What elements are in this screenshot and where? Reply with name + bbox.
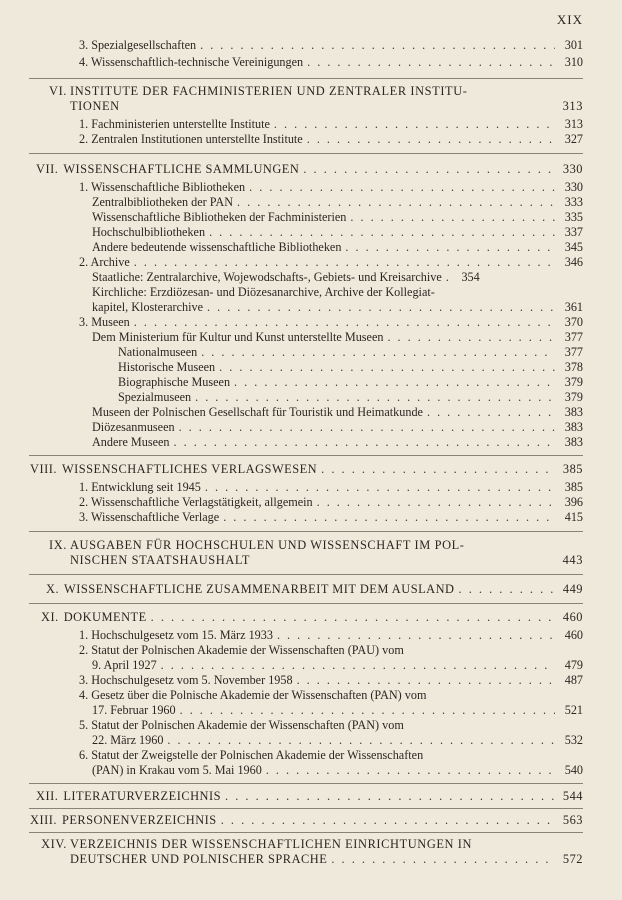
leader-dots xyxy=(266,763,555,778)
leader-dots xyxy=(331,852,555,867)
leader-dots xyxy=(387,330,555,345)
toc-entry xyxy=(118,360,583,375)
chapter-title: DOKUMENTE xyxy=(63,610,147,624)
toc-entry-title: (PAN) in Krakau vom 5. Mai 1960 xyxy=(92,763,262,777)
toc-entry-title: Nationalmuseen xyxy=(118,345,198,359)
toc-entry xyxy=(79,673,583,688)
toc-entry-title: 1. Fachministerien unterstellte Institute xyxy=(79,117,270,131)
leader-dots xyxy=(209,225,555,240)
chapter-page: 449 xyxy=(562,582,583,596)
toc-entry-title: 1. Wissenschaftliche Bibliotheken xyxy=(79,180,246,194)
toc-entry-page: 313 xyxy=(564,117,583,131)
chapter-page: 330 xyxy=(562,162,583,176)
chapter-heading-x xyxy=(46,582,583,597)
chapter-title-line1: VERZEICHNIS DER WISSENSCHAFTLICHEN EINRICHTUNGEN IN xyxy=(70,837,473,851)
section-divider xyxy=(29,603,583,604)
toc-entry-page: 327 xyxy=(564,132,583,146)
chapter-page: 443 xyxy=(562,553,583,567)
leader-dots xyxy=(223,510,555,525)
leader-dots xyxy=(174,435,556,450)
toc-entry-page: 383 xyxy=(564,420,583,434)
section-divider xyxy=(29,78,583,79)
toc-entry-page: 396 xyxy=(564,495,583,509)
toc-entry-page: 415 xyxy=(564,510,583,524)
leader-dots xyxy=(307,132,555,147)
toc-entry xyxy=(79,180,583,195)
toc-entry-page: 310 xyxy=(564,55,583,69)
toc-entry-title: 9. April 1927 xyxy=(92,658,157,672)
chapter-roman-numeral: XIII. xyxy=(30,813,57,827)
toc-entry-page: 370 xyxy=(564,315,583,329)
toc-entry xyxy=(92,210,583,225)
toc-entry xyxy=(79,55,583,70)
chapter-roman-numeral: X. xyxy=(46,582,60,596)
toc-entry xyxy=(92,703,583,718)
leader-dots xyxy=(321,462,555,477)
toc-entry xyxy=(79,495,583,510)
toc-entry-page: 479 xyxy=(564,658,583,672)
toc-entry xyxy=(79,510,583,525)
chapter-title: WISSENSCHAFTLICHE ZUSAMMENARBEIT MIT DEM AUSLAND xyxy=(64,582,455,596)
section-divider xyxy=(29,531,583,532)
toc-entry-title: 4. Wissenschaftlich-technische Vereinigungen xyxy=(79,55,304,69)
toc-entry xyxy=(92,420,583,435)
toc-entry-line1: Kirchliche: Erzdiözesan- und Diözesanarchive, Archive der Kollegiat- xyxy=(92,285,435,299)
leader-dots xyxy=(195,390,555,405)
toc-entry xyxy=(92,300,583,315)
toc-entry-title: Spezialmuseen xyxy=(118,390,192,404)
leader-dots xyxy=(219,360,555,375)
chapter-heading-xii xyxy=(36,789,583,804)
toc-entry xyxy=(92,733,583,748)
toc-entry xyxy=(92,658,583,673)
leader-dots xyxy=(249,180,555,195)
chapter-title-line2: NISCHEN STAATSHAUSHALT xyxy=(70,553,251,567)
toc-entry-title: Hochschulbibliotheken xyxy=(92,225,206,239)
toc-entry xyxy=(118,390,583,405)
leader-dots xyxy=(277,628,555,643)
leader-dots xyxy=(297,673,555,688)
toc-entry-page: 330 xyxy=(564,180,583,194)
toc-entry-title: kapitel, Klosterarchive xyxy=(92,300,203,314)
toc-entry-page: 337 xyxy=(564,225,583,239)
chapter-roman-numeral: XII. xyxy=(36,789,59,803)
toc-entry-title: 3. Wissenschaftliche Verlage xyxy=(79,510,220,524)
toc-entry-line1: 6. Statut der Zweigstelle der Polnischen Akademie der Wissenschaften xyxy=(79,748,424,762)
toc-entry xyxy=(79,480,583,495)
chapter-title: LITERATURVERZEICHNIS xyxy=(63,789,221,803)
toc-entry-title: 22. März 1960 xyxy=(92,733,164,747)
section-divider xyxy=(29,153,583,154)
leader-dots xyxy=(345,240,555,255)
toc-entry-line1: 2. Statut der Polnischen Akademie der Wissenschaften (PAU) vom xyxy=(79,643,404,657)
chapter-title: WISSENSCHAFTLICHES VERLAGSWESEN xyxy=(61,462,318,476)
leader-dots xyxy=(274,117,555,132)
toc-entry-page: 301 xyxy=(564,38,583,52)
chapter-page: 460 xyxy=(562,610,583,624)
chapter-heading-xiv-line2 xyxy=(70,852,583,867)
leader-dots xyxy=(201,345,555,360)
toc-entry xyxy=(79,38,583,53)
toc-entry xyxy=(118,375,583,390)
leader-dots xyxy=(180,703,555,718)
toc-entry xyxy=(92,195,583,210)
toc-entry-page: 521 xyxy=(564,703,583,717)
toc-entry-page: 460 xyxy=(564,628,583,642)
toc-entry-page: 354 xyxy=(461,270,480,284)
toc-entry-page: 377 xyxy=(564,330,583,344)
chapter-heading-viii xyxy=(30,462,583,477)
chapter-title: PERSONENVERZEICHNIS xyxy=(61,813,217,827)
leader-dots xyxy=(427,405,555,420)
chapter-page: 313 xyxy=(562,99,583,113)
toc-entry-page: 383 xyxy=(564,405,583,419)
toc-entry-title: 17. Februar 1960 xyxy=(92,703,176,717)
chapter-roman-numeral: XI. xyxy=(41,610,59,624)
toc-entry-title: Diözesanmuseen xyxy=(92,420,175,434)
toc-entry-title: Dem Ministerium für Kultur und Kunst unterstellte Museen xyxy=(92,330,384,344)
leader-dots xyxy=(225,789,555,804)
chapter-heading-ix xyxy=(0,538,622,570)
toc-entry-page: 346 xyxy=(564,255,583,269)
toc-entry-title: 3. Hochschulgesetz vom 5. November 1958 xyxy=(79,673,293,687)
leader-dots xyxy=(303,162,555,177)
leader-dots xyxy=(161,658,555,673)
toc-entry-page: 383 xyxy=(564,435,583,449)
toc-entry-page: 379 xyxy=(564,375,583,389)
toc-entry xyxy=(79,132,583,147)
leader-dots xyxy=(134,315,555,330)
toc-entry-title: Historische Museen xyxy=(118,360,216,374)
toc-entry xyxy=(92,330,583,345)
leader-dots xyxy=(237,195,555,210)
toc-entry-line1: 4. Gesetz über die Polnische Akademie der Wissenschaften (PAN) vom xyxy=(79,688,427,702)
chapter-page: 385 xyxy=(562,462,583,476)
toc-entry xyxy=(92,405,583,420)
toc-entry xyxy=(92,763,583,778)
toc-entry-title: 3. Museen xyxy=(79,315,130,329)
chapter-roman-numeral: VII. xyxy=(36,162,59,176)
toc-entry-title: Museen der Polnischen Gesellschaft für Touristik und Heimatkunde xyxy=(92,405,423,419)
chapter-heading-vi xyxy=(0,84,622,116)
leader-dots xyxy=(179,420,555,435)
toc-entry-title: 2. Archive xyxy=(79,255,130,269)
toc-entry-page: 540 xyxy=(564,763,583,777)
toc-entry-title: Andere bedeutende wissenschaftliche Bibliotheken xyxy=(92,240,342,254)
section-divider xyxy=(29,455,583,456)
leader-dots xyxy=(200,38,555,53)
toc-entry-page: 385 xyxy=(564,480,583,494)
leader-dots xyxy=(134,255,555,270)
toc-entry-line1: 5. Statut der Polnischen Akademie der Wissenschaften (PAN) vom xyxy=(79,718,404,732)
chapter-roman-numeral: VI. xyxy=(49,84,67,98)
toc-entry-page: 377 xyxy=(564,345,583,359)
toc-entry-page: 379 xyxy=(564,390,583,404)
leader-dots xyxy=(446,270,452,285)
toc-entry xyxy=(79,628,583,643)
leader-dots xyxy=(205,480,555,495)
toc-entry-page: 487 xyxy=(564,673,583,687)
toc-entry-page: 361 xyxy=(564,300,583,314)
chapter-title-line1: AUSGABEN FÜR HOCHSCHULEN UND WISSENSCHAFT IM POL- xyxy=(70,538,465,552)
chapter-heading-vii xyxy=(36,162,583,177)
leader-dots xyxy=(234,375,555,390)
page-number-header: XIX xyxy=(556,12,583,27)
chapter-title-line2: DEUTSCHER UND POLNISCHER SPRACHE xyxy=(70,852,328,866)
toc-entry xyxy=(79,117,583,132)
toc-entry xyxy=(92,225,583,240)
chapter-roman-numeral: VIII. xyxy=(30,462,57,476)
leader-dots xyxy=(317,495,555,510)
toc-entry-title: Wissenschaftliche Bibliotheken der Fachministerien xyxy=(92,210,347,224)
section-divider xyxy=(29,783,583,784)
section-divider xyxy=(29,574,583,575)
toc-entry-title: Biographische Museen xyxy=(118,375,231,389)
toc-entry xyxy=(92,240,583,255)
leader-dots xyxy=(459,582,555,597)
toc-entry xyxy=(92,270,583,285)
toc-entry xyxy=(79,315,583,330)
toc-entry-title: 2. Wissenschaftliche Verlagstätigkeit, allgemein xyxy=(79,495,313,509)
toc-entry-page: 335 xyxy=(564,210,583,224)
toc-entry-page: 378 xyxy=(564,360,583,374)
chapter-roman-numeral: XIV. xyxy=(41,837,67,851)
chapter-heading-xiii xyxy=(30,813,583,828)
leader-dots xyxy=(151,610,555,625)
toc-entry-page: 345 xyxy=(564,240,583,254)
chapter-roman-numeral: IX. xyxy=(49,538,67,552)
leader-dots xyxy=(207,300,555,315)
section-divider xyxy=(29,808,583,809)
toc-entry xyxy=(118,345,583,360)
toc-entry-page: 532 xyxy=(564,733,583,747)
chapter-heading-xi xyxy=(41,610,583,625)
toc-entry-title: Andere Museen xyxy=(92,435,170,449)
chapter-page: 572 xyxy=(562,852,583,866)
toc-entry-title: 1. Hochschulgesetz vom 15. März 1933 xyxy=(79,628,273,642)
leader-dots xyxy=(350,210,555,225)
section-divider xyxy=(29,832,583,833)
toc-entry xyxy=(92,435,583,450)
toc-entry-title: Zentralbibliotheken der PAN xyxy=(92,195,234,209)
leader-dots xyxy=(167,733,555,748)
toc-entry-title: 3. Spezialgesellschaften xyxy=(79,38,197,52)
chapter-title: WISSENSCHAFTLICHE SAMMLUNGEN xyxy=(63,162,300,176)
chapter-title-line2: TIONEN xyxy=(70,99,120,113)
toc-entry-page: 333 xyxy=(564,195,583,209)
leader-dots xyxy=(221,813,555,828)
toc-entry-title: 1. Entwicklung seit 1945 xyxy=(79,480,201,494)
toc-entry xyxy=(79,255,583,270)
chapter-page: 563 xyxy=(562,813,583,827)
toc-entry-title: Staatliche: Zentralarchive, Wojewodschafts-, Gebiets- und Kreisarchive xyxy=(92,270,442,284)
toc-entry-title: 2. Zentralen Institutionen unterstellte Institute xyxy=(79,132,303,146)
chapter-page: 544 xyxy=(562,789,583,803)
leader-dots xyxy=(307,55,555,70)
chapter-title-line1: INSTITUTE DER FACHMINISTERIEN UND ZENTRALER INSTITU- xyxy=(70,84,468,98)
